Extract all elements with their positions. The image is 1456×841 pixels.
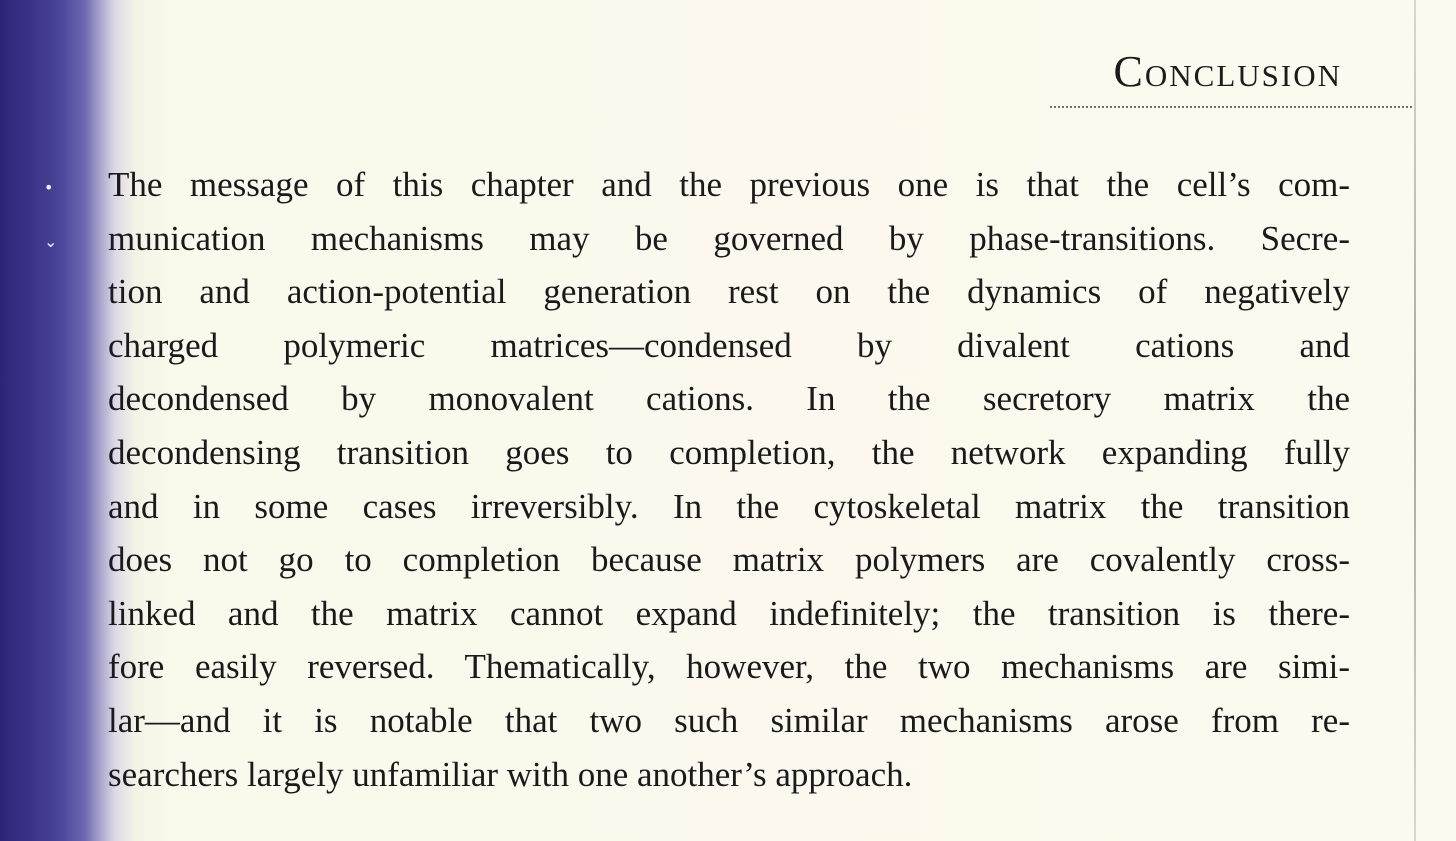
paragraph-line: and in some cases irreversibly. In the cytoskeletal matrix the transition <box>108 486 1350 526</box>
margin-mark: • <box>44 178 54 197</box>
paragraph-line: linked and the matrix cannot expand indefinitely; the transition is there- <box>108 593 1350 633</box>
paragraph-line: does not go to completion because matrix polymers are covalently cross- <box>108 540 1350 580</box>
page-edge-rule <box>1414 0 1416 841</box>
paragraph-line: lar—and it is notable that two such similar mechanisms arose from re- <box>108 700 1350 740</box>
paragraph-line: tion and action-potential generation rest on the dynamics of negatively <box>108 272 1350 312</box>
paragraph-line: decondensed by monovalent cations. In the secretory matrix the <box>108 379 1350 419</box>
paragraph-line: searchers largely unfamiliar with one another’s approach. <box>108 754 913 794</box>
margin-mark: ⌄ <box>44 232 58 251</box>
paragraph-line: decondensing transition goes to completion, the network expanding fully <box>108 432 1350 472</box>
paragraph-line: charged polymeric matrices—condensed by divalent cations and <box>108 325 1350 365</box>
body-paragraph <box>108 158 1350 801</box>
paragraph-line: fore easily reversed. Thematically, however, the two mechanisms are simi- <box>108 647 1350 687</box>
section-heading: Conclusion <box>1113 47 1342 96</box>
paragraph-line: The message of this chapter and the previous one is that the cell’s com- <box>108 165 1350 204</box>
paragraph-line: munication mechanisms may be governed by phase-transitions. Secre- <box>108 218 1350 258</box>
heading-underline <box>1050 106 1412 108</box>
